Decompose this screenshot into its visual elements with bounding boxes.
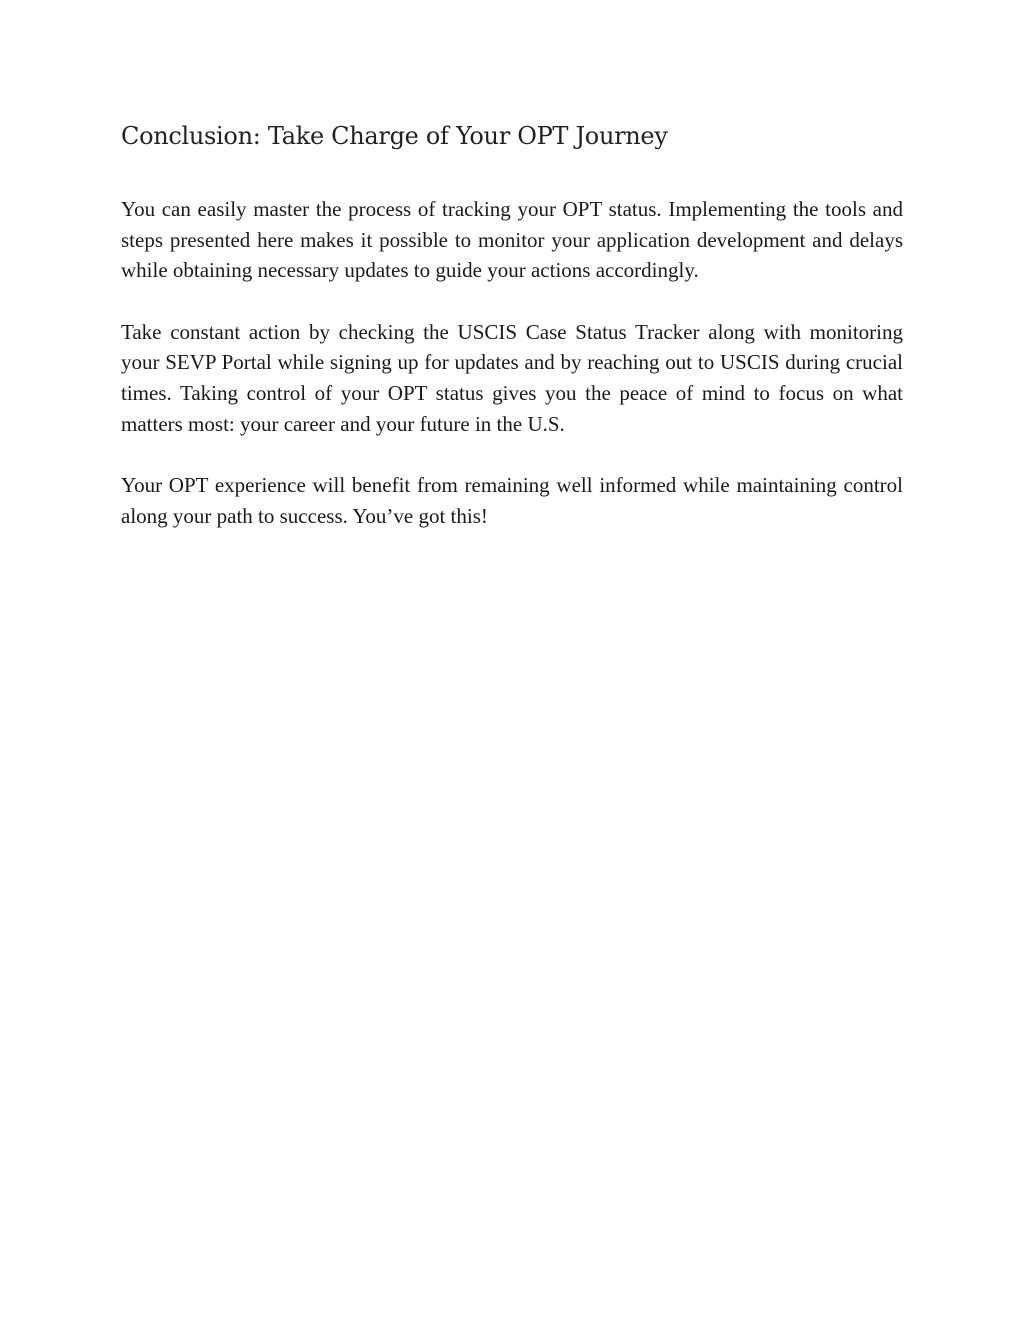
- paragraph-intro: You can easily master the process of tracking your OPT status. Implementing the tools and steps presented here makes it possible to monitor your application development and delays while obtaining necessary updates to guide your actions accordingly.: [121, 197, 903, 283]
- document-body: [121, 116, 903, 531]
- paragraph-actions: Take constant action by checking the USCIS Case Status Tracker along with monitoring your SEVP Portal while signing up for updates and by reaching out to USCIS during crucial times. Taking control of your OPT status gives you the peace of mind to focus on what matters most: your career and your future in the U.S.: [121, 319, 903, 436]
- paragraph-closing: Your OPT experience will benefit from remaining well informed while maintaining control along your path to success. You’ve got this!: [121, 473, 903, 528]
- section-heading: Conclusion: Take Charge of Your OPT Journey: [121, 122, 668, 150]
